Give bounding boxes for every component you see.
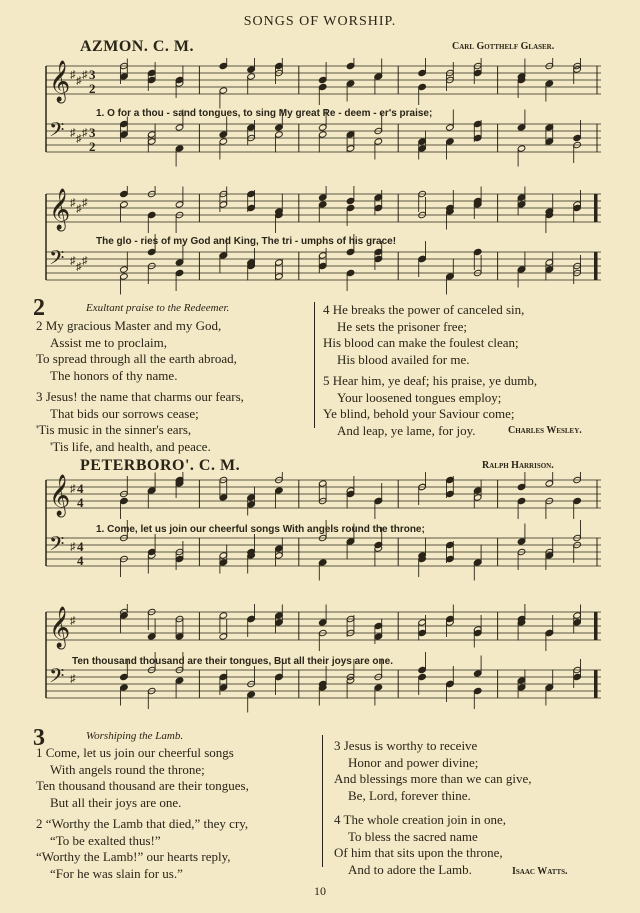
sharp-icon: ♯ bbox=[70, 69, 76, 81]
final-barline bbox=[594, 194, 597, 222]
time-signature-icon: 4 bbox=[77, 539, 84, 554]
bass-clef-icon: 𝄢 bbox=[49, 664, 65, 692]
verse-line: Ten thousand thousand are their tongues, bbox=[36, 778, 249, 793]
verse-line: But all their joys are one. bbox=[50, 794, 182, 810]
verse-line: And to adore the Lamb. bbox=[348, 861, 472, 877]
tune-title-azmon: AZMON. C. M. bbox=[80, 38, 194, 55]
sharp-icon: ♯ bbox=[70, 197, 76, 209]
hymn-subtitle: Worshiping the Lamb. bbox=[86, 730, 184, 742]
tune-title-peterboro: PETERBORO'. C. M. bbox=[80, 457, 241, 474]
verse-line: 3 Jesus! the name that charms our fears, bbox=[36, 389, 244, 404]
time-signature-icon: 4 bbox=[77, 481, 84, 496]
composer-peterboro: Ralph Harrison. bbox=[482, 460, 554, 471]
verses-left-column bbox=[36, 318, 244, 455]
verse-line: 4 He breaks the power of canceled sin, bbox=[323, 302, 525, 317]
time-signature-icon: 4 bbox=[77, 553, 84, 568]
hymn-number: 3 bbox=[33, 725, 45, 751]
verse-line: 1 Come, let us join our cheerful songs bbox=[36, 745, 234, 760]
sharp-icon: ♯ bbox=[70, 615, 76, 627]
time-signature-icon: 3 bbox=[89, 125, 96, 140]
sharp-icon: ♯ bbox=[70, 255, 76, 267]
verse-line: The honors of thy name. bbox=[50, 367, 178, 383]
verse-line: Be, Lord, forever thine. bbox=[348, 787, 471, 803]
verse-line: Assist me to proclaim, bbox=[50, 334, 167, 350]
bass-clef-icon: 𝄢 bbox=[49, 246, 65, 274]
verse-line: Of him that sits upon the throne, bbox=[334, 845, 503, 860]
sharp-icon: ♯ bbox=[82, 255, 88, 267]
verse-line: 'Tis life, and health, and peace. bbox=[50, 438, 211, 454]
time-signature-icon: 4 bbox=[77, 495, 84, 510]
bass-clef-icon: 𝄢 bbox=[49, 532, 65, 560]
lyrics-azmon-line-2: The glo - ries of my God and King, The tri - umphs of his grace! bbox=[96, 236, 397, 247]
treble-clef-icon: 𝄞 bbox=[49, 475, 71, 516]
treble-clef-icon: 𝄞 bbox=[49, 61, 71, 102]
sharp-icon: ♯ bbox=[70, 483, 76, 495]
sharp-icon: ♯ bbox=[76, 261, 82, 273]
verse-line: Ye blind, behold your Saviour come; bbox=[323, 406, 515, 421]
sharp-icon: ♯ bbox=[76, 133, 82, 145]
verse-line: 2 “Worthy the Lamb that died,” they cry, bbox=[36, 816, 249, 831]
final-barline bbox=[594, 612, 597, 640]
verse-line: Your loosened tongues employ; bbox=[337, 389, 502, 405]
verse-line: 4 The whole creation join in one, bbox=[334, 812, 506, 827]
verse-line: And blessings more than we can give, bbox=[334, 771, 532, 786]
verses-left-column bbox=[36, 745, 249, 882]
sharp-icon: ♯ bbox=[76, 203, 82, 215]
verse-line: To spread through all the earth abroad, bbox=[36, 351, 237, 366]
sharp-icon: ♯ bbox=[82, 197, 88, 209]
final-barline bbox=[594, 252, 597, 280]
verse-line: His blood can make the foulest clean; bbox=[323, 335, 519, 350]
hymn-number: 2 bbox=[33, 295, 45, 321]
sharp-icon: ♯ bbox=[82, 127, 88, 139]
lyrics-peterboro-line-1: 1. Come, let us join our cheerful songs With angels round the throne; bbox=[96, 524, 425, 535]
time-signature-icon: 2 bbox=[89, 139, 96, 154]
page-number: 10 bbox=[314, 884, 326, 898]
treble-clef-icon: 𝄞 bbox=[49, 607, 71, 648]
verse-line: With angels round the throne; bbox=[50, 761, 205, 777]
verses-right-column bbox=[323, 302, 537, 439]
lyrics-azmon-line-1: 1. O for a thou - sand tongues, to sing My great Re - deem - er's praise; bbox=[96, 108, 433, 119]
verse-line: Honor and power divine; bbox=[348, 754, 479, 770]
verse-line: “Worthy the Lamb!” our hearts reply, bbox=[36, 849, 231, 864]
verse-line: 5 Hear him, ye deaf; his praise, ye dumb, bbox=[323, 373, 538, 388]
verse-line: And leap, ye lame, for joy. bbox=[337, 422, 476, 438]
verses-right-column bbox=[334, 738, 531, 878]
author-credit: Isaac Watts. bbox=[512, 866, 568, 877]
sharp-icon: ♯ bbox=[70, 541, 76, 553]
verse-line: That bids our sorrows cease; bbox=[50, 405, 199, 421]
verse-line: He sets the prisoner free; bbox=[337, 318, 467, 334]
sharp-icon: ♯ bbox=[82, 69, 88, 81]
sharp-icon: ♯ bbox=[70, 673, 76, 685]
composer-azmon: Carl Gotthelf Glaser. bbox=[452, 41, 555, 52]
treble-clef-icon: 𝄞 bbox=[49, 189, 71, 230]
sharp-icon: ♯ bbox=[76, 75, 82, 87]
time-signature-icon: 3 bbox=[89, 67, 96, 82]
verse-line: 'Tis music in the sinner's ears, bbox=[36, 422, 192, 437]
verse-line: 2 My gracious Master and my God, bbox=[36, 318, 222, 333]
column-divider bbox=[322, 735, 323, 867]
verse-line: “For he was slain for us.” bbox=[50, 865, 183, 881]
column-divider bbox=[314, 302, 315, 428]
author-credit: Charles Wesley. bbox=[508, 425, 582, 436]
bass-clef-icon: 𝄢 bbox=[49, 118, 65, 146]
lyrics-peterboro-line-2: Ten thousand thousand are their tongues, But all their joys are one. bbox=[72, 656, 393, 667]
time-signature-icon: 2 bbox=[89, 81, 96, 96]
final-barline bbox=[594, 670, 597, 698]
verse-line: “To be exalted thus!” bbox=[50, 832, 161, 848]
page-header: SONGS OF WORSHIP. bbox=[243, 14, 397, 29]
verse-line: His blood availed for me. bbox=[337, 351, 470, 367]
verse-line: 3 Jesus is worthy to receive bbox=[334, 738, 478, 753]
verse-line: To bless the sacred name bbox=[348, 828, 478, 844]
sharp-icon: ♯ bbox=[70, 127, 76, 139]
hymn-subtitle: Exultant praise to the Redeemer. bbox=[86, 302, 230, 314]
